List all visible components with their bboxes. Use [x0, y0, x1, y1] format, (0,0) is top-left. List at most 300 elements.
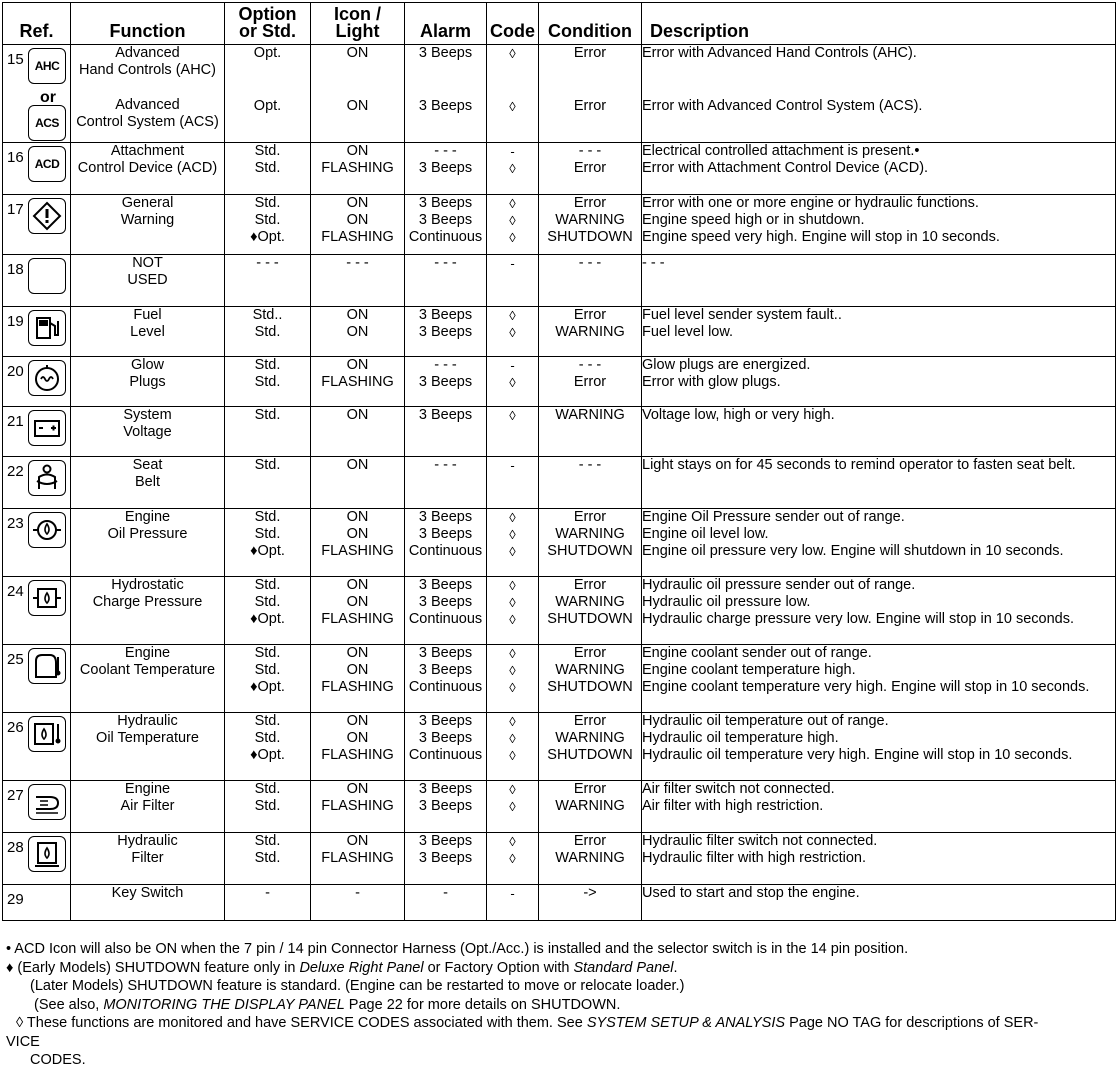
alarm-value: Continuous: [408, 679, 483, 695]
ahc-icon: [28, 48, 66, 84]
condition-cell: [539, 833, 642, 885]
option-value: Std.: [254, 713, 281, 729]
description-cell: [642, 833, 1116, 885]
alarm-cell: [405, 577, 487, 645]
function-line: Oil Temperature: [96, 730, 199, 746]
option-value: Std.: [254, 143, 281, 159]
alarm-value: 3 Beeps: [418, 833, 473, 849]
ref-cell: [3, 407, 71, 457]
function-line: Advanced: [115, 97, 180, 113]
condition-value: WARNING: [555, 850, 625, 866]
description-cell: [642, 713, 1116, 781]
condition-value: SHUTDOWN: [547, 679, 633, 695]
code-cell: [487, 45, 539, 143]
light-value: FLASHING: [321, 611, 394, 627]
alarm-value: Continuous: [408, 611, 483, 627]
function-line: Engine: [124, 781, 171, 797]
light-value: FLASHING: [321, 798, 394, 814]
footnotes: [6, 940, 1116, 1070]
function-line: Control System (ACS): [76, 114, 219, 130]
alarm-cell: [405, 833, 487, 885]
function-cell: [71, 407, 225, 457]
option-value: -: [265, 885, 270, 901]
light-value: - - -: [346, 255, 369, 271]
option-value: Std.: [254, 833, 281, 849]
footnote-vice: VICE: [6, 1033, 40, 1050]
footnote-italic: Standard Panel: [573, 959, 674, 976]
light-value: ON: [346, 457, 369, 473]
light-cell: [311, 509, 405, 577]
function-cell: [71, 577, 225, 645]
ref-cell: [3, 713, 71, 781]
light-cell: [311, 195, 405, 255]
option-value: ♦Opt.: [250, 747, 285, 763]
ref-cell: [3, 645, 71, 713]
light-value: ON: [346, 713, 369, 729]
alarm-value: -: [443, 885, 448, 901]
function-line: Advanced: [115, 45, 180, 61]
function-line: Control Device (ACD): [77, 160, 218, 176]
alarm-value: 3 Beeps: [418, 307, 473, 323]
blank-icon: [28, 258, 66, 294]
description-cell: [642, 509, 1116, 577]
condition-value: SHUTDOWN: [547, 611, 633, 627]
alarm-cell: [405, 255, 487, 307]
alarm-value: - - -: [434, 143, 457, 159]
footnote-link: SYSTEM SETUP & ANALYSIS: [586, 1015, 786, 1031]
code-value: ◊: [509, 612, 516, 627]
option-value: Std.: [254, 374, 281, 390]
footnote-service-codes: [6, 1014, 1116, 1033]
alarm-value: 3 Beeps: [418, 730, 473, 746]
description-line: Hydraulic oil temperature out of range.: [642, 713, 889, 729]
option-cell: [225, 713, 311, 781]
light-cell: [311, 45, 405, 143]
code-cell: [487, 885, 539, 921]
condition-value: Error: [573, 98, 607, 114]
alarm-value: Continuous: [408, 229, 483, 245]
function-line: Air Filter: [120, 798, 175, 814]
condition-cell: [539, 713, 642, 781]
condition-cell: [539, 509, 642, 577]
function-cell: [71, 833, 225, 885]
code-value: ◊: [509, 325, 516, 340]
code-value: ◊: [509, 731, 516, 746]
alarm-value: Continuous: [408, 543, 483, 559]
ref-number: 22: [7, 463, 24, 480]
glow-plug-icon: [28, 360, 66, 396]
description-line: Engine coolant temperature high.: [642, 662, 856, 678]
light-value: ON: [346, 307, 369, 323]
warning-lights-table: [2, 2, 1116, 921]
alarm-value: 3 Beeps: [418, 324, 473, 340]
ref-cell: [3, 833, 71, 885]
condition-value: SHUTDOWN: [547, 543, 633, 559]
condition-cell: [539, 357, 642, 407]
light-value: FLASHING: [321, 543, 394, 559]
ref-cell: [3, 781, 71, 833]
condition-value: WARNING: [555, 730, 625, 746]
function-line: Plugs: [129, 374, 166, 390]
table-row: [3, 781, 1116, 833]
description-cell: [642, 307, 1116, 357]
alarm-value: 3 Beeps: [418, 195, 473, 211]
description-cell: [642, 577, 1116, 645]
description-line: Air filter with high restriction.: [642, 798, 824, 814]
option-value: Std.: [254, 850, 281, 866]
description-line: Hydraulic oil temperature very high. Engine will stop in 10 seconds.: [642, 747, 1073, 763]
condition-cell: [539, 195, 642, 255]
function-line: System: [123, 407, 172, 423]
description-cell: [642, 781, 1116, 833]
code-cell: [487, 357, 539, 407]
fuel-icon: [28, 310, 66, 346]
function-line: Charge Pressure: [92, 594, 203, 610]
option-value: Opt.: [253, 45, 282, 61]
option-cell: [225, 781, 311, 833]
hydraulic-filter-icon: [28, 836, 66, 872]
ref-number: 18: [7, 261, 24, 278]
light-value: ON: [346, 98, 369, 114]
description-cell: [642, 885, 1116, 921]
table-row: [3, 357, 1116, 407]
condition-value: Error: [573, 509, 607, 525]
code-value: -: [510, 886, 515, 901]
function-line: Seat: [132, 457, 163, 473]
light-value: ON: [346, 577, 369, 593]
footnote-text: .: [673, 959, 678, 976]
option-value: Std.: [254, 357, 281, 373]
oil-pressure-icon: [28, 512, 66, 548]
description-line: - - -: [642, 255, 665, 271]
ref-cell: [3, 357, 71, 407]
description-line: Engine oil level low.: [642, 526, 769, 542]
description-line: Engine oil pressure very low. Engine will shutdown in 10 seconds.: [642, 543, 1064, 559]
ref-cell: [3, 307, 71, 357]
alarm-value: 3 Beeps: [418, 594, 473, 610]
option-value: - - -: [256, 255, 279, 271]
description-cell: [642, 457, 1116, 509]
ref-number: 25: [7, 651, 24, 668]
option-cell: [225, 833, 311, 885]
description-line: Error with Advanced Control System (ACS).: [642, 98, 923, 114]
function-line: Attachment: [110, 143, 185, 159]
ref-number: 15: [7, 51, 24, 68]
header-option: [225, 3, 311, 45]
condition-cell: [539, 407, 642, 457]
ref-cell: [3, 45, 71, 143]
option-value: Std..: [252, 307, 283, 323]
table-row: [3, 143, 1116, 195]
condition-cell: [539, 885, 642, 921]
light-cell: [311, 833, 405, 885]
condition-value: Error: [573, 713, 607, 729]
condition-value: - - -: [578, 457, 602, 473]
function-cell: [71, 885, 225, 921]
option-cell: [225, 509, 311, 577]
light-cell: [311, 781, 405, 833]
function-cell: [71, 255, 225, 307]
code-value: ◊: [509, 408, 516, 423]
option-cell: [225, 195, 311, 255]
alarm-value: 3 Beeps: [418, 781, 473, 797]
condition-cell: [539, 255, 642, 307]
footnote-text: (See also,: [34, 996, 104, 1013]
alarm-value: 3 Beeps: [418, 577, 473, 593]
function-line: Warning: [120, 212, 175, 228]
description-cell: [642, 645, 1116, 713]
air-filter-icon: [28, 784, 66, 820]
ref-number: 21: [7, 413, 24, 430]
option-value: Std.: [254, 212, 281, 228]
option-value: Std.: [254, 798, 281, 814]
description-line: Engine coolant sender out of range.: [642, 645, 872, 661]
function-line: Key Switch: [111, 885, 184, 901]
code-value: ◊: [509, 375, 516, 390]
code-cell: [487, 713, 539, 781]
function-cell: [71, 509, 225, 577]
description-line: Hydraulic filter switch not connected.: [642, 833, 878, 849]
option-value: Std.: [254, 662, 281, 678]
alarm-value: 3 Beeps: [418, 45, 473, 61]
light-value: FLASHING: [321, 374, 394, 390]
alarm-value: 3 Beeps: [418, 407, 473, 423]
table-row: [3, 307, 1116, 357]
alarm-cell: [405, 143, 487, 195]
option-cell: [225, 45, 311, 143]
code-value: ◊: [509, 161, 516, 176]
light-value: ON: [346, 407, 369, 423]
table-row: [3, 885, 1116, 921]
alarm-value: 3 Beeps: [418, 798, 473, 814]
description-line: Fuel level sender system fault..: [642, 307, 842, 323]
alarm-value: - - -: [434, 357, 457, 373]
option-value: ♦Opt.: [250, 543, 285, 559]
condition-cell: [539, 457, 642, 509]
light-value: FLASHING: [321, 229, 394, 245]
acs-icon: [28, 105, 66, 141]
header-condition: Condition: [539, 3, 642, 45]
code-value: ◊: [509, 663, 516, 678]
light-value: FLASHING: [321, 160, 394, 176]
light-value: ON: [346, 143, 369, 159]
light-value: FLASHING: [321, 679, 394, 695]
option-value: Opt.: [253, 98, 282, 114]
option-cell: [225, 645, 311, 713]
condition-value: - - -: [578, 255, 602, 271]
function-cell: [71, 45, 225, 143]
ref-number: 27: [7, 787, 24, 804]
function-cell: [71, 457, 225, 509]
ref-number: 20: [7, 363, 24, 380]
function-line: Hydraulic: [117, 833, 178, 849]
light-value: ON: [346, 212, 369, 228]
option-value: Std.: [254, 324, 281, 340]
condition-cell: [539, 645, 642, 713]
header-icon: [311, 3, 405, 45]
table-row: [3, 577, 1116, 645]
light-value: ON: [346, 45, 369, 61]
ref-number: 28: [7, 839, 24, 856]
condition-value: Error: [573, 833, 607, 849]
footnote-text: Page NO TAG for descriptions of SER-: [785, 1015, 1039, 1031]
code-cell: [487, 457, 539, 509]
alarm-value: 3 Beeps: [418, 509, 473, 525]
function-line: Hydraulic: [117, 713, 178, 729]
alarm-value: - - -: [434, 255, 457, 271]
footnote-text: ♦ (Early Models) SHUTDOWN feature only in: [6, 959, 300, 976]
ref-cell: [3, 577, 71, 645]
alarm-value: 3 Beeps: [418, 713, 473, 729]
condition-value: Error: [573, 645, 607, 661]
code-cell: [487, 407, 539, 457]
condition-value: - - -: [578, 143, 602, 159]
option-value: Std.: [254, 407, 281, 423]
condition-value: WARNING: [555, 324, 625, 340]
ref-number: 19: [7, 313, 24, 330]
alarm-cell: [405, 307, 487, 357]
code-cell: [487, 143, 539, 195]
light-value: ON: [346, 357, 369, 373]
footnote-text: or Factory Option with: [423, 959, 574, 976]
footnote-codes: CODES.: [30, 1052, 86, 1068]
ref-cell: [3, 509, 71, 577]
description-line: Engine speed very high. Engine will stop in 10 seconds.: [642, 229, 1000, 245]
code-value: -: [510, 256, 515, 271]
light-cell: [311, 577, 405, 645]
condition-value: WARNING: [555, 798, 625, 814]
function-line: Level: [130, 324, 165, 340]
function-cell: [71, 713, 225, 781]
function-line: Belt: [135, 474, 160, 490]
code-cell: [487, 255, 539, 307]
option-cell: [225, 407, 311, 457]
seat-belt-icon: [28, 460, 66, 496]
charge-pressure-icon: [28, 580, 66, 616]
table-row: [3, 833, 1116, 885]
light-cell: [311, 307, 405, 357]
code-value: ◊: [509, 46, 516, 61]
code-value: ◊: [509, 308, 516, 323]
ref-cell: [3, 143, 71, 195]
condition-value: Error: [573, 195, 607, 211]
light-value: ON: [346, 645, 369, 661]
table-row: [3, 195, 1116, 255]
condition-value: ->: [583, 885, 597, 901]
alarm-value: 3 Beeps: [418, 98, 473, 114]
alarm-cell: [405, 509, 487, 577]
code-value: ◊: [509, 748, 516, 763]
light-value: ON: [346, 509, 369, 525]
function-line: Voltage: [123, 424, 172, 440]
option-cell: [225, 255, 311, 307]
footnote-italic: Deluxe Right Panel: [299, 959, 424, 976]
description-line: Hydraulic oil pressure low.: [642, 594, 811, 610]
code-value: ◊: [509, 544, 516, 559]
light-value: FLASHING: [321, 747, 394, 763]
function-line: NOT: [132, 255, 163, 271]
option-value: Std.: [254, 730, 281, 746]
code-value: ◊: [509, 213, 516, 228]
option-value: Std.: [254, 781, 281, 797]
footnote-text: Page 22 for more details on SHUTDOWN.: [344, 996, 621, 1013]
light-cell: [311, 407, 405, 457]
code-cell: [487, 195, 539, 255]
light-value: ON: [346, 833, 369, 849]
alarm-cell: [405, 645, 487, 713]
footnote-later-models: (Later Models) SHUTDOWN feature is standard. (Engine can be restarted to move or relocate loader.): [30, 978, 685, 994]
footnote-acd: • ACD Icon will also be ON when the 7 pin / 14 pin Connector Harness (Opt./Acc.) is installed and the selector switch is in the 14 pin position.: [6, 941, 909, 957]
light-value: ON: [346, 594, 369, 610]
option-value: Std.: [254, 509, 281, 525]
alarm-cell: [405, 885, 487, 921]
header-alarm: Alarm: [405, 3, 487, 45]
option-value: ♦Opt.: [250, 611, 285, 627]
condition-value: SHUTDOWN: [547, 229, 633, 245]
description-line: Hydraulic filter with high restriction.: [642, 850, 867, 866]
function-line: Glow: [130, 357, 165, 373]
code-value: -: [510, 458, 515, 473]
description-cell: [642, 45, 1116, 143]
ref-number: 23: [7, 515, 24, 532]
condition-value: WARNING: [555, 526, 625, 542]
code-value: ◊: [509, 99, 516, 114]
function-line: General: [121, 195, 174, 211]
ref-number: 24: [7, 583, 24, 600]
light-cell: [311, 255, 405, 307]
light-value: ON: [346, 730, 369, 746]
option-value: ♦Opt.: [250, 229, 285, 245]
warning-icon: [28, 198, 66, 234]
condition-value: - - -: [578, 357, 602, 373]
function-cell: [71, 357, 225, 407]
code-value: ◊: [509, 646, 516, 661]
description-line: Glow plugs are energized.: [642, 357, 811, 373]
condition-cell: [539, 307, 642, 357]
header-description: Description: [642, 3, 1116, 45]
light-value: ON: [346, 526, 369, 542]
description-line: Voltage low, high or very high.: [642, 407, 835, 423]
table-row: [3, 45, 1116, 143]
description-line: Hydraulic oil temperature high.: [642, 730, 839, 746]
header-code: Code: [487, 3, 539, 45]
option-value: Std.: [254, 195, 281, 211]
condition-value: WARNING: [555, 212, 625, 228]
code-value: ◊: [509, 834, 516, 849]
alarm-cell: [405, 457, 487, 509]
light-value: ON: [346, 324, 369, 340]
ahc-icon-label: AHC: [34, 58, 60, 73]
hydraulic-temp-icon: [28, 716, 66, 752]
condition-value: Error: [573, 45, 607, 61]
code-value: ◊: [509, 510, 516, 525]
option-value: Std.: [254, 160, 281, 176]
option-value: Std.: [254, 594, 281, 610]
function-cell: [71, 781, 225, 833]
light-cell: [311, 357, 405, 407]
alarm-cell: [405, 781, 487, 833]
description-line: Engine speed high or in shutdown.: [642, 212, 865, 228]
ref-cell: [3, 195, 71, 255]
acd-icon-label: ACD: [34, 156, 60, 171]
coolant-temp-icon: [28, 648, 66, 684]
light-cell: [311, 457, 405, 509]
option-cell: [225, 885, 311, 921]
description-line: Hydraulic charge pressure very low. Engine will stop in 10 seconds.: [642, 611, 1074, 627]
footnote-text: ◊ These functions are monitored and have SERVICE CODES associated with them. See: [16, 1015, 587, 1031]
code-cell: [487, 645, 539, 713]
option-cell: [225, 143, 311, 195]
